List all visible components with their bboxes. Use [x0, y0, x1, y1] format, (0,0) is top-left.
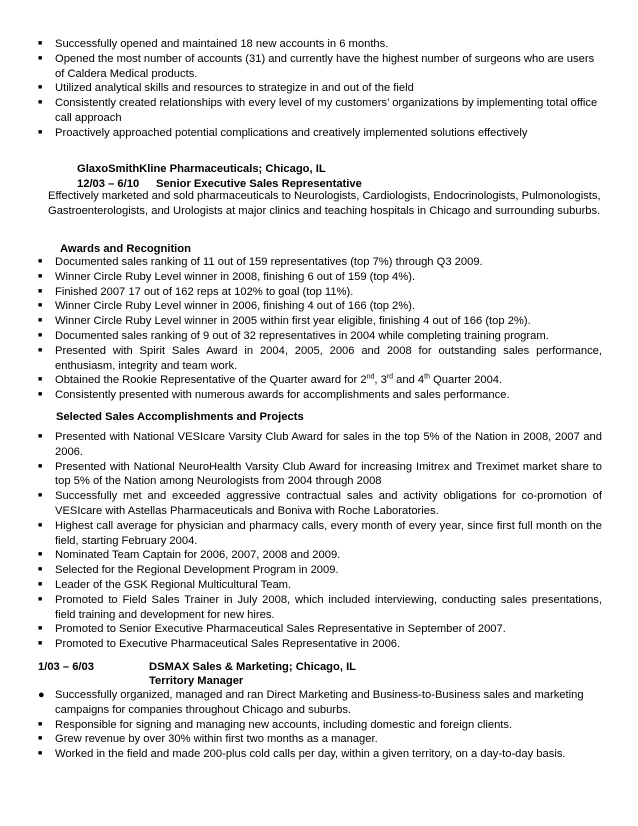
- square-bullet-icon: ■: [38, 735, 43, 743]
- square-bullet-icon: ■: [38, 625, 43, 633]
- list-item: ■ Consistently presented with numerous awards for accomplishments and sales performance.: [38, 389, 510, 402]
- square-bullet-icon: ■: [38, 346, 43, 354]
- list-item: ■ Promoted to Senior Executive Pharmaceutical Sales Representative in September of 2007.: [38, 623, 506, 636]
- awards-heading: Awards and Recognition: [60, 243, 191, 255]
- list-item: ■ Winner Circle Ruby Level winner in 2005 within first year eligible, finishing 4 out of 166 (top 2%).: [38, 315, 531, 328]
- square-bullet-icon: ■: [38, 331, 43, 339]
- list-item: ■ Finished 2007 17 out of 162 reps at 102% to goal (top 11%).: [38, 285, 354, 298]
- list-item: ■ Obtained the Rookie Representative of the Quarter award for 2nd, 3rd and 4th Quarter 2004.: [38, 373, 503, 387]
- prior-role-bullets: [38, 37, 602, 141]
- square-bullet-icon: ■: [38, 566, 43, 574]
- list-item: ■ Presented with National VESIcare Varsity Club Award for sales in the top 5% of the Nation in 2008, 2007 and 2006.: [38, 431, 602, 458]
- square-bullet-icon: ■: [38, 433, 43, 440]
- square-bullet-icon: ■: [38, 640, 43, 648]
- square-bullet-icon: ■: [38, 720, 43, 728]
- dsmax-dates: 1/03 – 6/03: [38, 661, 94, 673]
- list-item: ■ Documented sales ranking of 9 out of 32 representatives in 2004 while completing training program.: [38, 329, 549, 342]
- list-item: ■ Successfully met and exceeded aggressive contractual sales and activity obligations for co-promotion of VESIcare with Astellas Pharmaceuticals and Boniva with Roche Laboratories.: [38, 490, 602, 517]
- accomplishments-heading: Selected Sales Accomplishments and Projects: [56, 411, 304, 423]
- list-item: ■ Grew revenue by over 30% within first two months as a manager.: [38, 733, 378, 746]
- square-bullet-icon: ■: [38, 750, 43, 758]
- list-item: ■ Winner Circle Ruby Level winner in 2006, finishing 4 out of 166 (top 2%).: [38, 300, 416, 313]
- gsk-description: Effectively marketed and sold pharmaceuticals to Neurologists, Cardiologists, Endocrinologists, Pulmonologists, Gastroenterologists, and Urologists at major clinics and teaching hospitals in Chicago and surrounding suburbs.: [48, 190, 601, 217]
- square-bullet-icon: ■: [38, 128, 43, 136]
- dsmax-company: DSMAX Sales & Marketing; Chicago, IL: [149, 661, 357, 673]
- square-bullet-icon: ■: [38, 272, 43, 280]
- square-bullet-icon: ■: [38, 391, 43, 399]
- dsmax-title: Territory Manager: [149, 675, 244, 687]
- square-bullet-icon: ■: [38, 99, 43, 107]
- list-item: ■ Utilized analytical skills and resources to strategize in and out of the field: [38, 82, 414, 95]
- square-bullet-icon: ■: [38, 462, 43, 470]
- square-bullet-icon: ■: [38, 580, 43, 588]
- list-item: ● Successfully organized, managed and ran Direct Marketing and Business-to-Business sales and marketing campaigns for companies throughout Chicago and suburbs.: [38, 689, 584, 716]
- square-bullet-icon: ■: [38, 40, 43, 47]
- list-item: ■ Opened the most number of accounts (31) and currently have the highest number of surgeons who are users of Caldera Medical products.: [38, 52, 595, 80]
- square-bullet-icon: ■: [38, 287, 43, 295]
- accomplishments-list: [38, 430, 602, 652]
- list-item: ■ Successfully opened and maintained 18 new accounts in 6 months.: [38, 38, 389, 50]
- square-bullet-icon: ■: [38, 54, 43, 62]
- gsk-company: GlaxoSmithKline Pharmaceuticals; Chicago, IL: [77, 163, 326, 175]
- round-bullet-icon: ●: [38, 689, 45, 701]
- gsk-dates: 12/03 – 6/10: [77, 178, 140, 190]
- square-bullet-icon: ■: [38, 302, 43, 310]
- list-item: ■ Consistently created relationships with every level of my customers’ organizations by implementing total office call approach: [38, 97, 598, 124]
- list-item: ■ Presented with Spirit Sales Award in 2004, 2005, 2006 and 2008 for outstanding sales performance, enthusiasm, integrity and team work.: [38, 344, 602, 372]
- list-item: ■ Promoted to Executive Pharmaceutical Sales Representative in 2006.: [38, 638, 401, 651]
- list-item: ■ Nominated Team Captain for 2006, 2007, 2008 and 2009.: [38, 549, 341, 562]
- list-item: ■ Winner Circle Ruby Level winner in 2008, finishing 6 out of 159 (top 4%).: [38, 270, 416, 283]
- square-bullet-icon: ■: [38, 521, 43, 529]
- gsk-title: Senior Executive Sales Representative: [156, 178, 362, 190]
- square-bullet-icon: ■: [38, 492, 43, 500]
- list-item: ■ Responsible for signing and managing new accounts, including domestic and foreign clients.: [38, 718, 513, 731]
- list-item: ■ Highest call average for physician and pharmacy calls, every month of every year, since first full month on the field, starting February 2004.: [38, 519, 602, 547]
- list-item: ■ Proactively approached potential complications and creatively implemented solutions effectively: [38, 126, 528, 139]
- square-bullet-icon: ■: [38, 551, 43, 559]
- square-bullet-icon: ■: [38, 595, 43, 603]
- list-item: ■ Promoted to Field Sales Trainer in July 2008, which included interviewing, conducting sales presentations, field training and development for new hires.: [38, 593, 602, 621]
- square-bullet-icon: ■: [38, 376, 43, 384]
- square-bullet-icon: ■: [38, 317, 43, 325]
- list-item: ■ Leader of the GSK Regional Multicultural Team.: [38, 578, 292, 591]
- list-item: ■ Worked in the field and made 200-plus cold calls per day, within a given territory, on a day-to-day basis.: [38, 748, 566, 761]
- list-item: ■ Documented sales ranking of 11 out of 159 representatives (top 7%) through Q3 2009.: [38, 256, 483, 268]
- list-item: ■ Presented with National NeuroHealth Varsity Club Award for increasing Imitrex and Treximet market share to top 5% of the Nation among Neurologists from 2004 through 2008: [38, 460, 602, 488]
- list-item: ■ Selected for the Regional Development Program in 2009.: [38, 564, 339, 577]
- square-bullet-icon: ■: [38, 84, 43, 92]
- dsmax-list: [38, 688, 602, 762]
- square-bullet-icon: ■: [38, 258, 43, 265]
- awards-list: [38, 255, 602, 403]
